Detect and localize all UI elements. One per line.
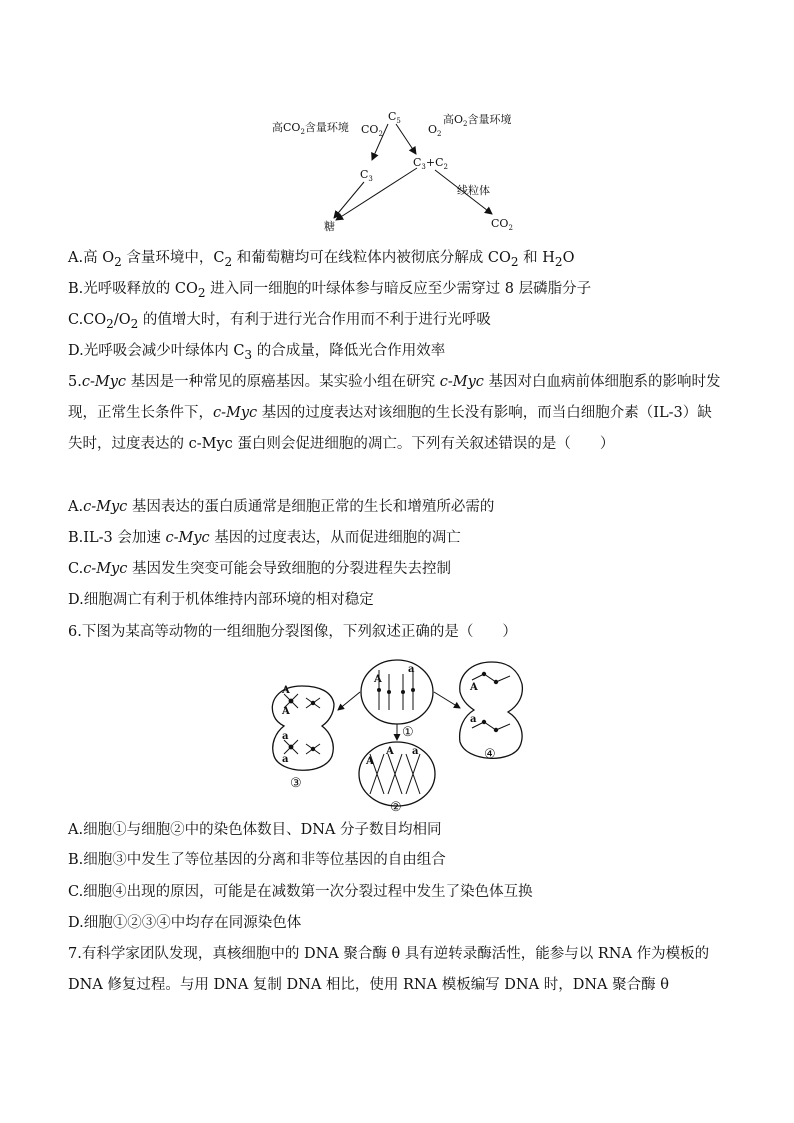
cell-2-membrane — [359, 742, 435, 806]
cell-2-allele-a-upper: A — [366, 756, 374, 767]
q4-option-a: A.高 $O_2$ 含量环境中，$C_2$ 和葡萄糖均可在线粒体内被彻底分解成 $CO_2$ 和 $H_2O$ — [68, 250, 575, 269]
high-o2-env-label: 高$O_2$含量环境 — [443, 113, 512, 128]
q6-option-d: D.细胞①②③④中均存在同源染色体 — [68, 915, 302, 931]
q5-option-a: A.c-Myc 基因表达的蛋白质通常是细胞正常的生长和增殖所必需的 — [68, 499, 495, 515]
cell-4-membrane — [460, 662, 523, 758]
photorespiration-diagram — [260, 108, 540, 236]
c3-label: $C_3$ — [360, 168, 373, 183]
arrow-c3-to-sugar — [334, 182, 364, 218]
cell-2-allele-a-upper-2: A — [386, 746, 394, 757]
o2-label: $O_2$ — [428, 123, 442, 138]
q5-option-b: B.IL-3 会加速 c-Myc 基因的过度表达，从而促进细胞的凋亡 — [68, 530, 461, 546]
cell-2-number: ② — [390, 800, 402, 812]
cell-3-allele-a-lower: a — [282, 731, 289, 742]
cell-4-allele-a-upper: A — [470, 682, 478, 693]
co2-output-label: $CO_2$ — [491, 217, 513, 232]
cell-1-allele-a-upper: A — [374, 674, 382, 685]
arrow-c5-to-c3c2 — [396, 124, 416, 154]
cell-1-number: ① — [402, 725, 414, 740]
cell-3-number: ③ — [290, 776, 302, 791]
q6-option-b: B.细胞③中发生了等位基因的分离和非等位基因的自由组合 — [68, 852, 446, 868]
q7-stem: 7.有科学家团队发现，真核细胞中的 DNA 聚合酶 θ 具有逆转录酶活性，能参与以 RNA 作为模板的 DNA 修复过程。与用 DNA 复制 DNA 相比，使用 RNA 模板编写 DNA 时，DNA 聚合酶 θ — [68, 946, 710, 993]
q5-stem: 5.c-Myc 基因是一种常见的原癌基因。某实验小组在研究 c-Myc 基因对白血病前体细胞系的影响时发现，正常生长条件下，c-Myc 基因的过度表达对该细胞的生长没有影响，而当白细胞介素（IL-3）缺失时，过度表达的 c-Myc 蛋白则会促进细胞的凋亡。下列有关叙述错误的是（ ） — [68, 374, 721, 452]
c5-label: $C_5$ — [388, 110, 401, 125]
cell-division-diagram — [262, 652, 532, 812]
cell-1-membrane — [361, 660, 433, 724]
q5-option-c: C.c-Myc 基因发生突变可能会导致细胞的分裂进程失去控制 — [68, 561, 451, 577]
q4-option-c: $C.CO_2/O_2$ 的值增大时，有利于进行光合作用而不利于进行光呼吸 — [68, 312, 491, 331]
cell-1-allele-a-lower: a — [408, 664, 415, 675]
cell-3-allele-a-upper-2: A — [282, 706, 290, 717]
q5-option-d: D.细胞凋亡有利于机体维持内部环境的相对稳定 — [68, 592, 374, 608]
q6-stem: 6.下图为某高等动物的一组细胞分裂图像，下列叙述正确的是（ ） — [68, 624, 517, 640]
q6-option-c: C.细胞④出现的原因，可能是在减数第一次分裂过程中发生了染色体互换 — [68, 884, 533, 900]
cell-3-allele-a-upper: A — [282, 685, 290, 696]
cell-2-allele-a-lower: a — [412, 746, 419, 757]
c3-c2-label: $C_3+C_2$ — [413, 156, 448, 171]
high-co2-env-label: 高$CO_2$含量环境 — [272, 121, 349, 136]
q4-option-b: B.光呼吸释放的 $CO_2$ 进入同一细胞的叶绿体参与暗反应至少需穿过 8 层磷脂分子 — [68, 281, 592, 300]
cell-4-allele-a-lower: a — [470, 714, 477, 725]
co2-label: $CO_2$ — [361, 123, 383, 138]
mitochondria-label: 线粒体 — [457, 184, 490, 197]
cell-4-number: ④ — [484, 747, 496, 762]
q6-option-a: A.细胞①与细胞②中的染色体数目、DNA 分子数目均相同 — [68, 822, 442, 838]
q4-option-d: D.光呼吸会减少叶绿体内 $C_3$ 的合成量，降低光合作用效率 — [68, 343, 446, 362]
sugar-label: 糖 — [324, 220, 335, 233]
arrow-c3c2-to-sugar — [336, 168, 417, 220]
cell-3-allele-a-lower-2: a — [282, 754, 289, 765]
